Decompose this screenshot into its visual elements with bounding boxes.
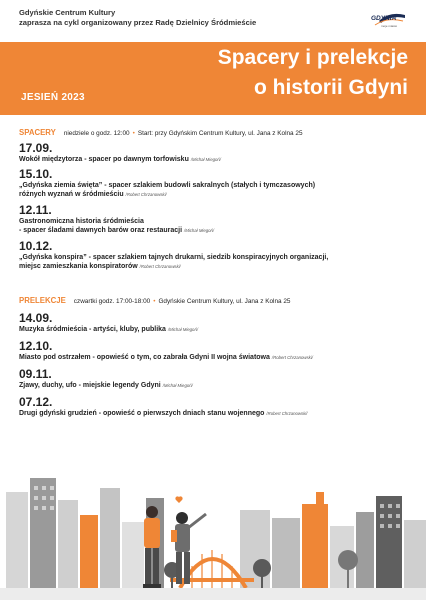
event-item — [19, 312, 414, 334]
event-speaker: /Michał Miegoń/ — [167, 327, 199, 332]
prelekcje-when: czwartki godz. 17:00-18:00 — [73, 298, 151, 305]
event-date: 12.11. — [19, 203, 52, 217]
event-item — [19, 340, 414, 362]
organizer-line: Gdyńskie Centrum Kultury — [19, 8, 116, 17]
event-title: Wokół międzytorza - spacer po dawnym torfowisku — [19, 156, 189, 163]
spacery-when: niedziele o godz. 12:00 — [63, 130, 130, 137]
event-title-cont: miejsc zamieszkania konspiratorów — [19, 263, 138, 270]
event-item — [19, 368, 414, 390]
event-speaker: /Robert Chrzanowski/ — [139, 264, 181, 269]
poster-title-line1: Spacery i prelekcje — [217, 46, 408, 69]
event-speaker: /Michał Miegoń/ — [184, 228, 215, 233]
event-item — [19, 142, 414, 164]
logo-subtext: moje miasto — [381, 24, 398, 28]
event-date: 12.10. — [19, 339, 53, 353]
event-title: Muzyka śródmieścia - artyści, kluby, publika — [19, 326, 166, 333]
event-date: 07.12. — [19, 395, 53, 409]
event-speaker: /Robert Chrzanowski/ — [271, 355, 313, 360]
event-title: Drugi gdyński grudzień - opowieść o pierwszych dniach stanu wojennego — [19, 410, 265, 417]
event-speaker: /Robert Chrzanowski/ — [266, 411, 308, 416]
poster-header — [0, 0, 426, 125]
prelekcje-section-header — [19, 296, 290, 305]
gdynia-logo — [369, 9, 409, 31]
event-date: 09.11. — [19, 367, 52, 381]
city-skyline-illustration — [0, 470, 426, 600]
event-title: Zjawy, duchy, ufo - miejskie legendy Gdyni — [19, 382, 161, 389]
prelekcje-where: Gdyńskie Centrum Kultury, ul. Jana z Kolna 25 — [158, 298, 291, 305]
event-speaker: /Michał Miegoń/ — [162, 383, 193, 388]
event-item — [19, 168, 414, 199]
event-item — [19, 396, 414, 418]
event-title-cont: - spacer śladami dawnych barów oraz restauracji — [19, 227, 183, 234]
poster-title-line2: o historii Gdyni — [253, 76, 408, 99]
event-title: Gastronomiczna historia śródmieścia — [19, 218, 144, 225]
prelekcje-label: PRELEKCJE — [19, 296, 66, 305]
event-date: 10.12. — [19, 239, 53, 253]
event-title: „Gdyńska ziemia święta” - spacer szlakiem budowli sakralnych (stałych i tymczasowych) — [19, 182, 316, 189]
bullet-icon: • — [153, 298, 156, 305]
season-label: JESIEŃ 2023 — [21, 92, 85, 103]
spacery-where: Start: przy Gdyńskim Centrum Kultury, ul. Jana z Kolna 25 — [137, 130, 303, 137]
event-date: 15.10. — [19, 167, 53, 181]
bullet-icon: • — [132, 130, 135, 137]
event-date: 17.09. — [19, 141, 53, 155]
event-speaker: /Robert Chrzanowski/ — [125, 192, 167, 197]
logo-text: GDYNIA — [371, 15, 397, 22]
event-date: 14.09. — [19, 311, 53, 325]
organizer-invite-line: zaprasza na cykl organizowany przez Radę Dzielnicy Śródmieście — [19, 18, 257, 27]
event-item — [19, 240, 414, 271]
spacery-label: SPACERY — [19, 128, 56, 137]
spacery-section-header — [19, 128, 303, 137]
event-title: „Gdyńska konspira” - spacer szlakiem tajnych drukarni, siedzib konspiracyjnych organizacji, — [19, 254, 329, 261]
event-item — [19, 204, 414, 235]
event-title: Miasto pod ostrzałem - opowieść o tym, co zabrała Gdyni II wojna światowa — [19, 354, 270, 361]
event-title-cont: różnych wyznań w śródmieściu — [19, 191, 124, 198]
event-speaker: /Michał Miegoń/ — [190, 157, 221, 162]
